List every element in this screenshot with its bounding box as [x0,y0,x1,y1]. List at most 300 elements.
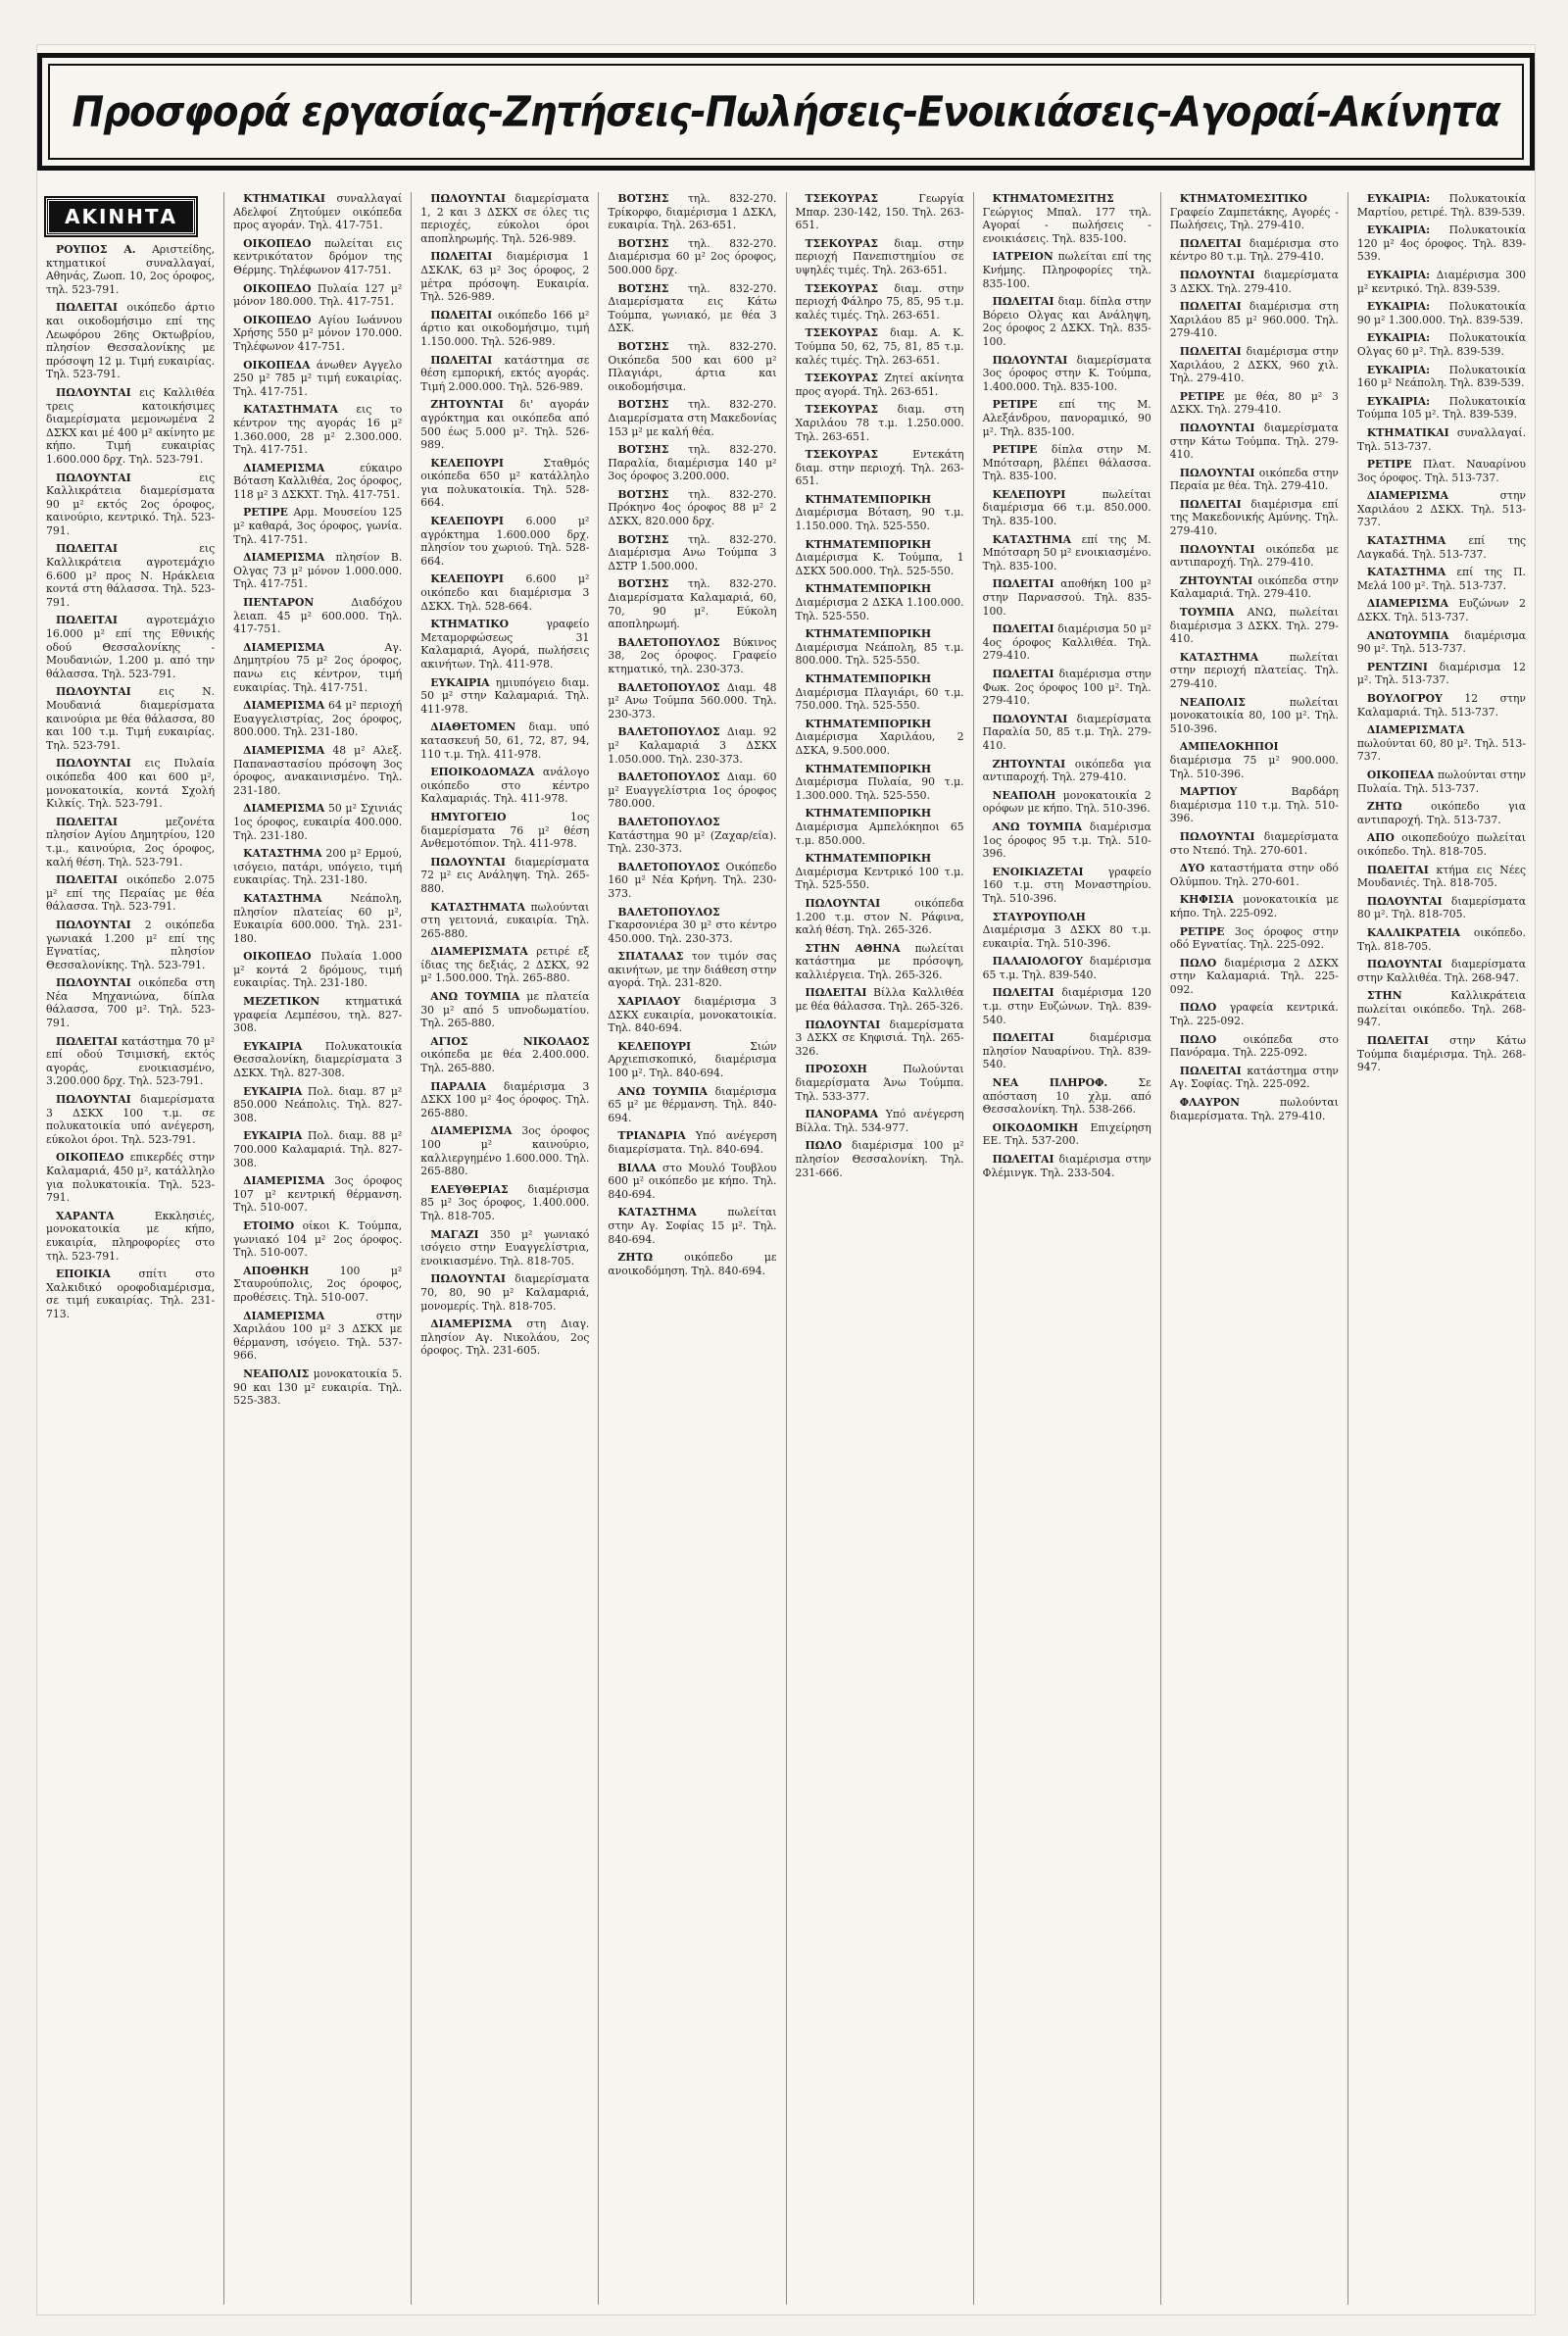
ad-lead: ΠΩΛΟΥΝΤΑΙ [56,918,131,931]
ad-lead: ΕΥΚΑΙΡΙΑ: [1366,394,1431,408]
ad-text: κατάστημα στην Αγ. Σοφίας. Τηλ. 225-092. [1169,1064,1339,1091]
ad-text: Επιχείρηση ΕΕ. Τηλ. 537-200. [982,1120,1152,1148]
ad-text: διαμέρισμα στην Φλέμινγκ. Τηλ. 233-504. [982,1153,1152,1179]
ad-lead: ΔΙΑΜΕΡΙΣΜΑ [430,1124,513,1138]
ad-text: επί της Λαγκαδά. Τηλ. 513-737. [1356,534,1526,561]
classified-columns [37,192,1535,2305]
ad-lead: ΝΕΑΠΟΛΙΣ [1179,695,1246,709]
ad-lead: ΚΑΤΑΣΤΗΜΑ [617,1206,697,1219]
classified-ad [46,1267,215,1320]
classified-ad [233,359,402,399]
classified-ad [1170,345,1339,385]
ad-text: οικόπεδο άρτιο και οικοδομήσιμο επί της Λεωφόρου 26ης Οκτωβρίου, πλησίον Θεσσαλονίκης με πρόσοψη 12 μ. Τιμή ευκαιρίας. Τηλ. 523-791. [46,301,216,381]
classified-ad [46,816,215,869]
classified-ad [46,919,215,971]
ad-lead: ΠΩΛΕΙΤΑΙ [56,301,118,315]
classified-ad [1357,958,1526,984]
ad-text: διαμ. στη Χαριλάου 78 τ.μ. 1.250.000. Τηλ. 263-651. [795,403,964,443]
ad-text: διαμέρισμα 90 μ². Τηλ. 513-737. [1356,628,1526,656]
ad-lead: ΤΡΙΑΝΔΡΙΑ [617,1129,686,1143]
ad-lead: ΕΥΚΑΙΡΙΑ [243,1084,303,1098]
classified-ad [420,1228,589,1268]
ad-lead: ΡΕΤΙΡΕ [1366,458,1412,472]
ad-lead: ΠΩΛΟ [1179,1001,1217,1015]
ad-text: Πολυκατοικία 120 μ² 4ος όροφος. Τηλ. 839-539. [1356,224,1526,264]
ad-lead: ΠΩΛΕΙΤΑΙ [992,622,1054,636]
classified-ad [233,282,402,309]
ad-text: διαμερίσματα στην Κάτω Τούμπα. Τηλ. 279-410. [1169,421,1339,462]
ad-text: στην Χαριλάου 2 ΔΣΚΧ. Τηλ. 513-737. [1356,489,1526,529]
ad-text: Αρμ. Μουσείου 125 μ² καθαρά, 3ος όροφος, γωνία. Τηλ. 417-751. [233,506,403,546]
ad-lead: ΠΑΝΟΡΑΜΑ [805,1108,879,1121]
ad-text: ρετιρέ εξ ίδιας της δεξιάς, 2 ΔΣΚΧ, 92 μ² 1.500.000. Τηλ. 265-880. [420,945,590,985]
ad-text: Καλλικράτεια πωλείται οικόπεδο. Τηλ. 268-947. [1356,989,1526,1029]
classified-ad [1170,606,1339,646]
classified-ad [420,354,589,394]
ad-lead: ΠΩΛΕΙΤΑΙ [56,815,118,828]
classified-ad [1357,629,1526,656]
classified-ad [983,250,1152,290]
ad-text: 2 οικόπεδα γωνιακά 1.200 μ² επί της Εγνατίας, πλησίον Θεσσαλονίκης. Τηλ. 523-791. [46,918,216,971]
classified-ad [983,622,1152,663]
classified-ad [1357,597,1526,623]
ad-text: Εκκλησιές, μονοκατοικία με κήπο, ευκαιρία, πληροφορίες στο τηλ. 523-791. [46,1209,216,1263]
classified-ad [1357,331,1526,358]
classified-ad [1357,800,1526,826]
classified-ad [1357,534,1526,561]
ad-text: τηλ. 832-270. Παραλία, διαμέρισμα 140 μ² 3ος όροφος 3.200.000. [608,443,777,483]
ad-text: διαμέρισμα 3 ΔΣΚΧ 100 μ² 4ος όροφος. Τηλ. 265-880. [420,1079,590,1119]
classified-ad [608,1129,776,1156]
ad-text: Εντεκάτη διαμ. στην περιοχή. Τηλ. 263-651. [795,448,964,488]
classified-ad [1357,895,1526,921]
ad-text: οικόπεδα στη Νέα Μηχανιώνα, δίπλα θάλασσα, 700 μ². Τηλ. 523-791. [46,976,216,1030]
ad-text: πωλούνται 60, 80 μ². Τηλ. 513-737. [1356,736,1526,764]
ad-lead: ΚΑΤΑΣΤΗΜΑ [243,847,322,861]
classified-ad [1170,574,1339,601]
ad-lead: ΤΟΥΜΠΑ [1179,606,1235,620]
ad-text: Πυλαία 1.000 μ² κοντά 2 δρόμους, τιμή ευκαιρίας. Τηλ. 231-180. [233,950,403,990]
ad-lead: ΡΕΝΤΖΙΝΙ [1366,660,1428,673]
ad-text: Διαμέρισμα Κεντρικό 100 τ.μ. Τηλ. 525-550. [795,865,964,892]
ad-text: Διαμέρισμα Χαριλάου, 2 ΔΣΚΑ, 9.500.000. [795,730,964,757]
ad-text: Διαμ. 92 μ² Καλαμαριά 3 ΔΣΚΧ 1.050.000. Τηλ. 230-373. [608,725,777,766]
column-5 [787,192,974,2305]
ad-lead: ΠΕΝΤΑΡΟΝ [243,596,315,610]
ad-text: Οικόπεδο 160 μ² Νέα Κρήνη. Τηλ. 230-373. [608,860,777,900]
ad-lead: ΕΥΚΑΙΡΙΑ [243,1039,303,1053]
classified-ad [46,301,215,381]
classified-ad [46,1035,215,1088]
classified-ad [796,403,964,443]
classified-ad [1170,390,1339,417]
classified-ad [1170,830,1339,857]
column-2 [224,192,412,2305]
ad-text: Ζητεί ακίνητα προς αγορά. Τηλ. 263-651. [795,372,964,398]
ad-lead: ΕΥΚΑΙΡΙΑ [243,1129,303,1143]
classified-ad [1170,1001,1339,1027]
classified-ad [608,1162,776,1202]
classified-ad [420,1272,589,1313]
classified-ad [233,462,402,502]
ad-lead: ΔΙΑΜΕΡΙΣΜΑ [243,802,325,816]
ad-lead: ΚΑΤΑΣΤΗΜΑΤΑ [243,403,338,417]
ad-text: Γεώργιος Μπαλ. 177 τηλ. Αγοραί - πωλήσεις - ενοικιάσεις. Τηλ. 835-100. [982,205,1152,245]
classified-ad [796,672,964,713]
classified-ad [983,713,1152,753]
ad-text: εις Ν. Μουδανιά διαμερίσματα καινούρια με θέα θάλασσα, 80 και 100 τ.μ. Τιμή ευκαιρίας. Τηλ. 523-791. [46,685,216,752]
ad-lead: ΟΙΚΟΠΕΔΑ [1366,768,1435,781]
ad-text: Διαμέρισμα Νεάπολη, 85 τ.μ. 800.000. Τηλ. 525-550. [795,640,964,668]
classified-ad [608,725,776,766]
ad-text: Πολυκατοικία Μαρτίου, ρετιρέ. Τηλ. 839-539. [1356,192,1526,219]
classified-ad [233,995,402,1035]
classified-ad [233,641,402,694]
ad-lead: ΡΕΤΙΡΕ [1179,924,1225,938]
ad-text: οικόπεδα για αντιπαροχή. Τηλ. 279-410. [982,757,1152,784]
ad-lead: ΒΑΛΕΤΟΠΟΥΛΟΣ [617,860,720,873]
ad-text: Διαμέρισμα 3 ΔΣΚΧ 80 τ.μ. ευκαιρία. Τηλ. 510-396. [982,923,1152,950]
ad-lead: ΚΑΤΑΣΤΗΜΑ [992,532,1071,546]
ad-lead: ΣΤΗΝ [1366,989,1402,1003]
classified-ad [233,314,402,354]
classified-ad [420,457,589,510]
ad-lead: ΕΥΚΑΙΡΙΑ: [1366,192,1431,205]
ad-lead: ΠΩΛΕΙΤΑΙ [992,1153,1054,1166]
ad-text: διαμέρισμα στη Χαριλάου 85 μ² 960.000. Τηλ. 279-410. [1169,300,1339,340]
ad-text: 6.000 μ² αγρόκτημα 1.600.000 δρχ. πλησίον του χωριού. Τηλ. 528-664. [420,515,590,568]
ad-lead: ΠΩΛΟΥΝΤΑΙ [56,1093,131,1107]
ad-lead: ΚΤΗΜΑΤΕΜΠΟΡΙΚΗ [805,627,932,641]
classified-ad [233,1219,402,1260]
classified-ad [46,873,215,914]
classified-ad [420,572,589,613]
ad-lead: ΚΤΗΜΑΤΕΜΠΟΡΙΚΗ [805,717,932,730]
classified-ad [608,1206,776,1246]
ad-lead: ΠΩΛΟΥΝΤΑΙ [1179,829,1255,843]
classified-ad [233,1367,402,1408]
ad-lead: ΣΠΑΤΑΛΑΣ [617,950,684,964]
ad-text: διαμερίσματα 3 ΔΣΚΧ. Τηλ. 279-410. [1169,268,1339,295]
ad-text: διαμέρισμα επί της Μακεδονικής Αμύνης. Τηλ. 279-410. [1169,497,1339,538]
ad-text: διαμέρισμα 50 μ² 4ος όροφος Καλλιθέα. Τηλ. 279-410. [982,622,1152,663]
classified-ad [608,237,776,277]
ad-text: Πολυκατοικία 90 μ² 1.300.000. Τηλ. 839-539. [1356,300,1526,326]
ad-lead: ΠΩΛΟΥΝΤΑΙ [992,353,1068,367]
ad-text: Γεωργία Μπαρ. 230-142, 150. Τηλ. 263-651. [795,192,964,232]
ad-text: οικόπεδο με ανοικοδόμηση. Τηλ. 840-694. [608,1251,777,1277]
ad-text: Διαμέρισμα 2 ΔΣΚΑ 1.100.000. Τηλ. 525-550. [795,596,964,622]
classified-ad [420,1035,589,1075]
classified-ad [608,861,776,901]
ad-text: Βαρδάρη διαμέρισμα 110 τ.μ. Τηλ. 510-396. [1169,785,1339,825]
ad-lead: ΟΙΚΟΠΕΔΑ [243,358,311,372]
ad-text: γραφείο Μεταμορφώσεως 31 Καλαμαριά, Αγορά, πωλήσεις ακινήτων. Τηλ. 411-978. [420,618,590,671]
ad-lead: ΠΩΛΕΙΤΑΙ [992,1031,1054,1045]
ad-lead: ΚΤΗΜΑΤΟΜΕΣΙΤΙΚΟ [1179,192,1307,205]
ad-text: 50 μ² Σχινιάς 1ος όροφος, ευκαιρία 400.000. Τηλ. 231-180. [233,802,403,842]
classified-ad [796,326,964,367]
classified-ad [1170,422,1339,462]
ad-lead: ΠΩΛΟΥΝΤΑΙ [1179,466,1255,479]
classified-ad [420,309,589,349]
classified-ad [983,789,1152,816]
ad-text: τηλ. 832-270. Διαμέρισμα 60 μ² 2ος όροφος, 500.000 δρχ. [608,236,777,276]
ad-text: Πολυκατοικία Ολγας 60 μ². Τηλ. 839-539. [1356,331,1526,358]
ad-lead: ΒΟΤΣΗΣ [617,577,669,591]
ad-lead: ΖΗΤΩ [617,1251,654,1265]
ad-lead: ΠΩΛΕΙΤΑΙ [430,353,493,367]
ad-lead: ΚΑΤΑΣΤΗΜΑ [1366,566,1446,579]
ad-text: πωλείται στην Αγ. Σοφίας 15 μ². Τηλ. 840-694. [608,1206,777,1246]
classified-ad [1170,192,1339,232]
ad-text: διαμερίσματα 3 ΔΣΚΧ σε Κηφισιά. Τηλ. 265-326. [795,1018,964,1058]
classified-ad [1170,1065,1339,1091]
ad-text: Διαμ. 48 μ² Ανω Τούμπα 560.000. Τηλ. 230-373. [608,680,777,721]
ad-text: τηλ. 832-270. Διαμέρισμα Ανω Τούμπα 3 ΔΣΤΡ 1.500.000. [608,532,777,572]
ad-text: αποθήκη 100 μ² στην Παρνασσού. Τηλ. 835-100. [982,577,1152,618]
ad-text: 100 μ² Σταυρούπολις, 2ος όροφος, προθέσεις. Τηλ. 510-007. [233,1264,403,1304]
ad-text: Πολ. διαμ. 88 μ² 700.000 Καλαμαριά. Τηλ. 827-308. [233,1129,403,1169]
classified-ad [983,443,1152,483]
ad-text: σπίτι στο Χαλκιδικό οροφοδιαμέρισμα, σε τιμή ευκαιρίας. Τηλ. 231-713. [46,1267,216,1320]
ad-text: εις Πυλαία οικόπεδα 400 και 600 μ², μονοκατοικία, κοντά Σχολή Κιλκίς. Τηλ. 523-791. [46,757,216,811]
ad-text: εις Καλλιθέα τρεις κατοικήσιμες διαμερίσματα μεμονωμένα 2 ΔΣΚΧ και μέ 400 μ² ακίνητο με κήπο. Τιμή ευκαιρίας 1.600.000 δρχ. Τηλ. 523-791. [46,385,216,466]
classified-ad [420,811,589,851]
classified-ad [796,538,964,578]
classified-ad [983,533,1152,573]
ad-text: εις Καλλικράτεια αγροτεμάχιο 6.600 μ² προς Ν. Ηράκλεια κοντά στη θάλασσα. Τηλ. 523-791. [46,542,216,609]
ad-text: εις Καλλικράτεια διαμερίσματα 90 μ² εκτός 2ος όροφος, καινούριο, κεντρικό. Τηλ. 523-791. [46,471,216,537]
classified-ad [608,995,776,1035]
ad-text: τηλ. 832-270. Διαμερίσματα Καλαμαριά, 60, 70, 90 μ². Εύκολη αποπληρωμή. [608,577,777,631]
ad-lead: ΟΙΚΟΠΕΔΟ [243,236,312,250]
ad-text: Διαμ. 60 μ² Ευαγγελίστρια 1ος όροφος 780.000. [608,770,777,811]
ad-text: ανάλογο οικόπεδο στο κέντρο Καλαμαριάς. Τηλ. 411-978. [420,766,590,806]
classified-ad [796,718,964,758]
ad-lead: ΖΗΤΟΥΝΤΑΙ [992,757,1066,770]
classified-ad [1170,651,1339,691]
classified-ad [1357,192,1526,219]
classified-ad [608,488,776,528]
ad-lead: ΤΣΕΚΟΥΡΑΣ [805,192,879,205]
classified-ad [608,770,776,811]
ad-text: οίκοι Κ. Τούμπα, γωνιακό 104 μ² 2ος όροφος. Τηλ. 510-007. [233,1218,403,1260]
ad-lead: ΠΩΛΟΥΝΤΑΙ [992,712,1068,725]
ad-lead: ΕΥΚΑΙΡΙΑ [430,675,490,689]
ad-lead: ΚΑΤΑΣΤΗΜΑ [1179,650,1259,664]
classified-ad [1170,269,1339,295]
ad-text: μονοκατοικία 2 ορόφων με κήπο. Τηλ. 510-396. [982,788,1152,816]
ad-lead: ΒΟΥΛΟΓΡΟΥ [1366,692,1443,705]
ad-lead: ΠΩΛΟΥΝΤΑΙ [56,976,131,990]
ad-lead: ΑΠΟΘΗΚΗ [243,1264,310,1277]
classified-ad [983,986,1152,1026]
classified-ad [608,282,776,335]
classified-ad [420,856,589,896]
ad-lead: ΡΕΤΙΡΕ [1179,389,1225,403]
classified-ad [420,1183,589,1223]
ad-lead: ΧΑΡΑΝΤΑ [56,1209,115,1222]
classified-ad [420,766,589,806]
ad-text: κτήμα εις Νέες Μουδανιές. Τηλ. 818-705. [1356,863,1526,890]
ad-text: Βύκινος 38, 2ος όροφος. Γραφείο κτηματικό, τηλ. 230-373. [608,635,777,675]
ad-text: οικόπεδα με θέα 2.400.000. Τηλ. 265-880. [420,1048,590,1075]
classified-ad [1357,269,1526,295]
classified-ad [420,901,589,941]
ad-text: 350 μ² γωνιακό ισόγειο στην Ευαγγελίστρια, ενοικιασμένο. Τηλ. 818-705. [420,1227,590,1267]
ad-lead: ΜΑΡΤΙΟΥ [1179,785,1238,799]
ad-text: 48 μ² Αλεξ. Παπαναστασίου πρόσοψη 3ος όροφος, ανακαινισμένο. Τηλ. 231-180. [233,743,403,797]
classified-ad [1357,566,1526,592]
ad-text: αγροτεμάχιο 16.000 μ² επί της Εθνικής οδού Θεσσαλονίκης - Μουδανιών, 1.200 μ. από την θάλασσα. Τηλ. 523-791. [46,614,216,680]
classified-ad [46,1210,215,1263]
ad-lead: ΝΕΑΠΟΛΙΣ [243,1367,310,1380]
ad-lead: ΠΩΛΟΥΝΤΑΙ [430,855,506,869]
ad-text: Διαμέρισμα 300 μ² κεντρικό. Τηλ. 839-539. [1356,268,1526,295]
ad-text: κτηματικά γραφεία Λεμπέσου, τηλ. 827-308. [233,995,403,1035]
ad-lead: ΠΩΛΕΙΤΑΙ [1179,236,1242,250]
classified-ad [1170,300,1339,340]
ad-lead: ΚΤΗΜΑΤΕΜΠΟΡΙΚΗ [805,582,932,596]
classified-ad [420,1080,589,1120]
ad-text: οικόπεδα με αντιπαροχή. Τηλ. 279-410. [1169,542,1339,570]
ad-lead: ΠΩΛΕΙΤΑΙ [1179,300,1242,314]
ad-lead: ΠΩΛΕΙΤΑΙ [56,542,118,556]
ad-lead: ΠΩΛΟ [1179,1032,1217,1046]
ad-lead: ΒΟΤΣΗΣ [617,339,669,353]
ad-text: διαμέρισμα 85 μ² 3ος όροφος, 1.400.000. Τηλ. 818-705. [420,1182,590,1222]
classified-ad [983,192,1152,245]
column-7 [1161,192,1348,2305]
classified-ad [420,515,589,568]
classified-ad [1357,489,1526,529]
ad-text: 64 μ² περιοχή Ευαγγελιστρίας, 2ος όροφος, 800.000. Τηλ. 231-180. [233,699,403,739]
ad-text: διαμ. δίπλα στην Βόρειο Ολγας και Ανάληψη, 2ος όροφος 2 ΔΣΚΧ. Τηλ. 835-100. [982,295,1152,348]
ad-lead: ΣΤΗΝ ΑΘΗΝΑ [805,941,901,955]
ad-text: διαμερίσματα 3ος όροφος στην Κ. Τούμπα, 1.400.000. Τηλ. 835-100. [982,353,1152,393]
ad-text: πωλείται στην περιοχή πλατείας. Τηλ. 279-410. [1169,650,1339,690]
classified-ad [1170,893,1339,919]
ad-lead: ΠΩΛΟΥΝΤΑΙ [56,471,131,484]
ad-text: επί της Μ. Αλεξάνδρου, πανοραμικό, 90 μ². Τηλ. 835-100. [982,398,1152,438]
classified-ad [796,282,964,323]
ad-lead: ΖΗΤΟΥΝΤΑΙ [430,398,504,412]
ad-lead: ΑΝΩΤΟΥΜΠΑ [1366,628,1449,642]
ad-lead: ΒΟΤΣΗΣ [617,281,669,295]
ad-text: πωλούνται στην Πυλαία. Τηλ. 513-737. [1356,768,1526,795]
ad-text: διαμερίσματα Παραλία 50, 85 τ.μ. Τηλ. 279-410. [982,712,1152,752]
ad-lead: ΚΤΗΜΑΤΕΜΠΟΡΙΚΗ [805,807,932,820]
column-6 [974,192,1161,2305]
ad-lead: ΕΠΟΙΚΟΔΟΜΑΖΑ [430,766,535,779]
ad-lead: ΑΜΠΕΛΟΚΗΠΟΙ [1179,740,1279,754]
classified-ad [1170,696,1339,736]
ad-lead: ΠΑΛΑΙΟΛΟΓΟΥ [992,955,1083,969]
ad-text: 6.600 μ² οικόπεδο και διαμέρισμα 3 ΔΣΚΧ. Τηλ. 528-664. [420,572,590,613]
ad-text: άνωθεν Αγγελο 250 μ² 785 μ² τιμή ευκαιρίας. Τηλ. 417-751. [233,358,403,398]
classified-ad [796,1139,964,1179]
classified-ad [1357,989,1526,1029]
ad-text: πωλείται εις κεντρικότατον δρόμον της Θέρμης. Τηλέφωνον 417-751. [233,236,403,276]
ad-lead: ΚΤΗΜΑΤΙΚΟ [430,618,510,631]
ad-text: Διαμέρισμα Πυλαία, 90 τ.μ. 1.300.000. Τηλ. 525-550. [795,775,964,802]
ad-lead: ΔΙΑΜΕΡΙΣΜΑ [430,1317,513,1331]
ad-text: κατάστημα σε θέση εμπορική, εκτός αγοράς. Τιμή 2.000.000. Τηλ. 526-989. [420,353,590,393]
ad-lead: ΠΩΛΕΙΤΑΙ [1179,1064,1242,1077]
column-1 [37,192,224,2305]
classified-ad [1170,785,1339,825]
ad-lead: ΚΕΛΕΠΟΥΡΙ [430,572,504,586]
ad-text: διαμέρισμα 3 ΔΣΚΧ ευκαιρία, μονοκατοικία. Τηλ. 840-694. [608,995,777,1035]
ad-text: τηλ. 832-270. Τρίκορφο, διαμέρισμα 1 ΔΣΚΛ, ευκαιρία. Τηλ. 263-651. [608,192,777,232]
ad-lead: ΗΜΥΓΟΓΕΙΟ [430,810,507,823]
ad-lead: ΑΝΩ ΤΟΥΜΠΑ [617,1084,708,1098]
classified-ad [1170,925,1339,952]
ad-text: τηλ. 832-270. Διαμερίσματα στη Μακεδονίας 153 μ² με καλή θέα. [608,398,777,438]
classified-ad [1357,723,1526,764]
ad-lead: ΒΟΤΣΗΣ [617,236,669,250]
column-4 [599,192,786,2305]
ad-text: Πλατ. Ναυαρίνου 3ος όροφος. Τηλ. 513-737. [1356,458,1526,484]
ad-lead: ΚΤΗΜΑΤΕΜΠΟΡΙΚΗ [805,762,932,775]
ad-lead: ΤΣΕΚΟΥΡΑΣ [805,448,879,462]
ad-lead: ΧΑΡΙΛΑΟΥ [617,995,681,1009]
section-header-akinita: ΑΚΙΝΗΤΑ [46,198,196,235]
classified-ad [608,1085,776,1125]
ad-text: διαμέρισμα 1 ΔΣΚΛΚ, 63 μ² 3ος όροφος, 2 μέτρα πρόσοψη. Ευκαιρία. Τηλ. 526-989. [420,250,590,304]
classified-ad [796,372,964,398]
ad-text: μεζονέτα πλησίον Αγίου Δημητρίου, 120 τ.μ., καινούρια, 2ος όροφος, καλή θέση. Τηλ. 523-791. [46,815,216,869]
ad-text: Κατάστημα 90 μ² (Ζαχαρ/εία). Τηλ. 230-373. [608,828,777,856]
ad-text: διαμερίσματα 3 ΔΣΚΧ 100 τ.μ. σε πολυκατοικία υπό ανέγερση, εύκολοι όροι. Τηλ. 523-791. [46,1093,216,1146]
ad-lead: ΒΑΛΕΤΟΠΟΥΛΟΣ [617,725,720,739]
ad-lead: ΠΩΛΕΙΤΑΙ [992,668,1054,680]
ad-text: 1ος διαμερίσματα 76 μ² θέση Ανθεμοτόπιον. Τηλ. 411-978. [420,810,590,851]
ad-text: Νεάπολη, πλησίον πλατείας 60 μ², Ευκαιρία 600.000. Τηλ. 231-180. [233,891,403,945]
ad-lead: ΠΩΛΕΙΤΑΙ [805,986,867,1000]
classified-ad [420,1124,589,1177]
classified-ad [46,614,215,680]
ad-lead: ΠΩΛΕΙΤΑΙ [1366,1034,1429,1048]
classified-ad [796,942,964,982]
classified-ad [796,986,964,1013]
ad-text: Διαδόχου λειαπ. 45 μ² 600.000. Τηλ. 417-751. [233,596,403,636]
ad-lead: ΑΝΩ ΤΟΥΜΠΑ [992,820,1083,833]
classified-ad [1170,498,1339,538]
ad-text: στο Μουλό Τουβλου 600 μ² οικόπεδο με κήπο. Τηλ. 840-694. [608,1161,777,1201]
classified-ad [796,493,964,533]
ad-lead: ΠΩΛΟΥΝΤΑΙ [56,685,131,699]
ad-text: διαμέρισμα 65 μ² με θέρμανση. Τηλ. 840-694. [608,1084,777,1124]
ad-text: Διαμέρισμα Κ. Τούμπα, 1 ΔΣΚΧ 500.000. Τηλ. 525-550. [795,551,964,577]
ad-lead: ΒΟΤΣΗΣ [617,443,669,457]
classified-ad [1357,426,1526,453]
ad-lead: ΠΩΛΟΥΝΤΑΙ [805,896,881,910]
classified-ad [608,906,776,946]
classified-ad [796,1063,964,1103]
ad-lead: ΠΩΛΕΙΤΑΙ [56,614,118,627]
ad-lead: ΠΩΛΕΙΤΑΙ [1366,863,1429,876]
ad-text: διαμερίσματα 80 μ². Τηλ. 818-705. [1356,894,1526,921]
classified-ad [983,1031,1152,1071]
ad-lead: ΠΩΛΟΥΝΤΑΙ [430,192,506,205]
classified-ad [1170,1096,1339,1122]
classified-ad [1170,237,1339,264]
classified-ad [46,1093,215,1146]
classified-ad [983,577,1152,618]
classified-ad [983,354,1152,394]
